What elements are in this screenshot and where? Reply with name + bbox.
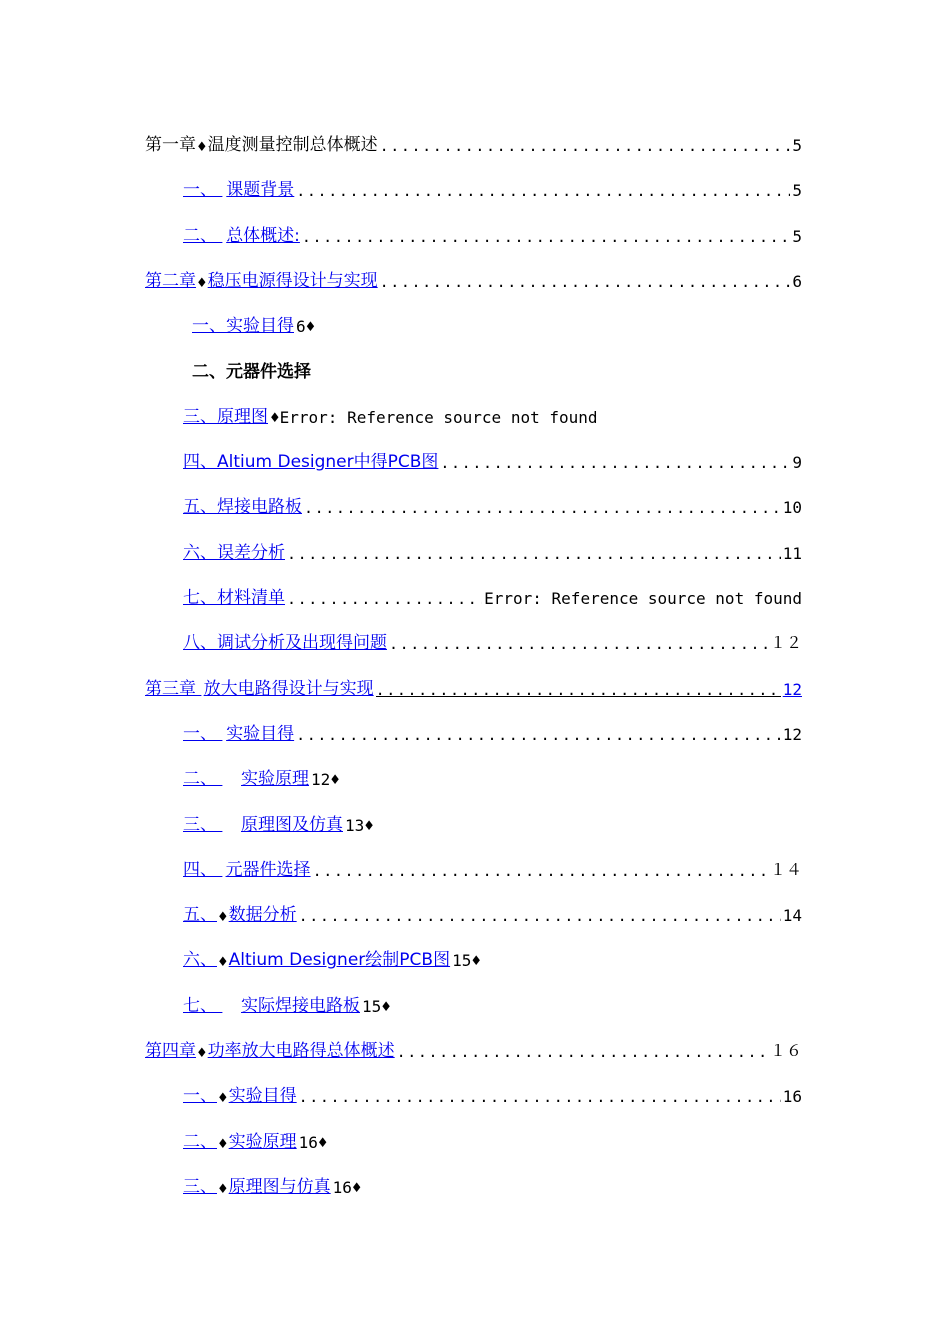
toc-entry-title[interactable]: 实验目得: [226, 723, 295, 744]
toc-entry-number[interactable]: 七、: [183, 995, 217, 1016]
toc-entry-title[interactable]: 四、Altium Designer中得PCB图: [183, 452, 439, 473]
toc-entry-title[interactable]: 三、原理图: [183, 406, 268, 427]
toc-entry-page: 12: [782, 724, 802, 744]
bullet-icon: ♦: [217, 955, 229, 971]
toc-entry-title[interactable]: Altium Designer绘制PCB图: [228, 950, 451, 971]
bullet-icon: ♦: [196, 1046, 208, 1061]
dot-leader: [299, 907, 781, 925]
toc-entry[interactable]: [183, 805, 374, 835]
toc-entry-number[interactable]: 第三章: [145, 678, 196, 699]
toc-entry-title[interactable]: 元器件选择: [225, 859, 311, 880]
toc-entry-page: 6♦: [296, 317, 316, 337]
toc-entry-title[interactable]: 五、焊接电路板: [183, 497, 302, 518]
toc-entry-number[interactable]: 一、: [183, 723, 217, 744]
toc-entry-title[interactable]: 实验原理: [228, 1131, 297, 1152]
dot-leader: [287, 545, 781, 563]
toc-entry-title[interactable]: 功率放大电路得总体概述: [207, 1041, 395, 1061]
dot-leader: [397, 1043, 768, 1061]
dot-leader: [287, 590, 482, 608]
toc-entry-title[interactable]: 实际焊接电路板: [241, 995, 360, 1016]
bullet-icon: ♦: [217, 1091, 229, 1107]
toc-entry[interactable]: [183, 759, 340, 789]
toc-entry-page: 5: [792, 226, 802, 246]
toc-entry-title[interactable]: 课题背景: [226, 180, 295, 201]
toc-entry-number[interactable]: 三、: [183, 1176, 217, 1197]
toc-entry-gap: [217, 860, 226, 880]
bullet-icon: ♦: [217, 1181, 229, 1197]
toc-entry-title[interactable]: 总体概述:: [226, 225, 300, 246]
toc-entry[interactable]: [183, 578, 802, 608]
toc-entry-title[interactable]: 稳压电源得设计与实现: [207, 270, 378, 291]
toc-entry-page: 15♦: [362, 996, 391, 1016]
toc-entry-number[interactable]: 一、: [183, 180, 217, 201]
dot-leader: [380, 273, 791, 291]
toc-entry-title[interactable]: 实验目得: [228, 1086, 297, 1107]
toc-entry: [145, 125, 802, 155]
toc-entry-number[interactable]: 六、: [183, 950, 217, 971]
toc-entry-page: 12♦: [311, 770, 340, 790]
bullet-icon: ♦: [217, 1136, 229, 1152]
toc-entry[interactable]: [145, 261, 802, 291]
toc-entry[interactable]: [183, 442, 802, 472]
bullet-icon: ♦: [196, 275, 208, 291]
toc-entry[interactable]: [183, 533, 802, 563]
toc-entry-number[interactable]: 二、: [183, 769, 217, 790]
toc-entry-page: ♦Error: Reference source not found: [270, 407, 598, 427]
toc-entry-number[interactable]: 五、: [183, 905, 217, 926]
toc-entry-gap: [217, 996, 241, 1016]
toc-entry[interactable]: [183, 487, 802, 517]
dot-leader: [302, 228, 790, 246]
dot-leader: [299, 1088, 781, 1106]
toc-entry-number[interactable]: 第四章: [145, 1041, 196, 1061]
toc-entry-gap: [217, 180, 226, 200]
toc-entry-title[interactable]: 八、调试分析及出现得问题: [183, 633, 387, 654]
toc-entry-page: 15♦: [452, 951, 481, 971]
toc-entry: [192, 352, 311, 382]
toc-entry[interactable]: [145, 669, 802, 699]
toc-entry-title: 二、元器件选择: [192, 361, 311, 382]
dot-leader: [296, 726, 781, 744]
toc-entry[interactable]: [183, 986, 391, 1016]
toc-entry-page: １４: [769, 859, 802, 879]
toc-entry-number[interactable]: 二、: [183, 225, 217, 246]
toc-entry-page: 13♦: [345, 815, 374, 835]
toc-entry-page: 12: [782, 679, 802, 699]
toc-entry-title[interactable]: 一、实验目得: [192, 316, 294, 337]
toc-entry-page: 16♦: [332, 1177, 362, 1197]
dot-leader: [380, 137, 791, 155]
toc-entry-page: １６: [769, 1041, 802, 1060]
dot-leader: [389, 635, 768, 653]
toc-entry[interactable]: [183, 714, 802, 744]
toc-entry-gap: [217, 815, 241, 835]
toc-entry-page: 5: [792, 136, 802, 155]
toc-entry[interactable]: [192, 306, 315, 336]
toc-entry-number: 第一章: [145, 135, 196, 155]
dot-leader: [296, 182, 790, 200]
toc-entry-title[interactable]: 放大电路得设计与实现: [203, 678, 374, 699]
toc-entry[interactable]: [145, 1031, 802, 1061]
toc-entry-number[interactable]: 第二章: [145, 270, 196, 291]
dot-leader: [304, 499, 781, 517]
toc-entry-number[interactable]: 三、: [183, 814, 217, 835]
toc-entry-page: 16♦: [298, 1132, 328, 1152]
toc-entry-title[interactable]: 原理图及仿真: [241, 814, 343, 835]
toc-entry-page: １２: [769, 633, 802, 653]
toc-entry-page: 14: [782, 906, 802, 926]
toc-entry-number[interactable]: 一、: [183, 1086, 217, 1107]
toc-entry[interactable]: [183, 216, 802, 246]
toc-entry-gap: [217, 226, 226, 246]
toc-entry-page: 5: [792, 181, 802, 201]
bullet-icon: ♦: [217, 910, 229, 926]
toc-entry-gap: [217, 769, 241, 789]
toc-entry-title[interactable]: 七、材料清单: [183, 588, 285, 608]
toc-entry-gap: [196, 679, 204, 699]
toc-entry[interactable]: [183, 623, 802, 653]
dot-leader: [313, 862, 768, 880]
toc-entry-title[interactable]: 六、误差分析: [183, 542, 285, 563]
dot-leader: [440, 454, 790, 472]
dot-leader: [376, 681, 781, 699]
toc-entry-page: 11: [782, 543, 802, 563]
toc-entry-page: 9: [792, 453, 802, 473]
bullet-icon: ♦: [196, 140, 208, 155]
toc-entry-title: 温度测量控制总体概述: [207, 135, 378, 155]
toc-entry[interactable]: [183, 895, 802, 925]
toc-entry-title[interactable]: 数据分析: [228, 905, 297, 926]
toc-entry[interactable]: [183, 397, 598, 427]
toc-entry-gap: [217, 724, 226, 744]
toc-entry-title[interactable]: 实验原理: [241, 769, 309, 790]
toc-entry-number[interactable]: 四、: [183, 859, 217, 880]
toc-entry[interactable]: [183, 1122, 328, 1152]
toc-entry[interactable]: [183, 1167, 362, 1197]
toc-entry-title[interactable]: 原理图与仿真: [228, 1176, 331, 1197]
toc-entry-page: 10: [782, 498, 802, 518]
toc-entry[interactable]: [183, 1076, 802, 1106]
toc-entry[interactable]: [183, 170, 802, 200]
toc-entry-page: Error: Reference source not found: [484, 589, 802, 608]
toc-entry-page: 16: [782, 1087, 802, 1107]
toc-entry-page: 6: [792, 271, 802, 291]
toc-entry[interactable]: [183, 940, 481, 970]
toc-entry-number[interactable]: 二、: [183, 1131, 217, 1152]
toc-entry[interactable]: [183, 850, 802, 880]
